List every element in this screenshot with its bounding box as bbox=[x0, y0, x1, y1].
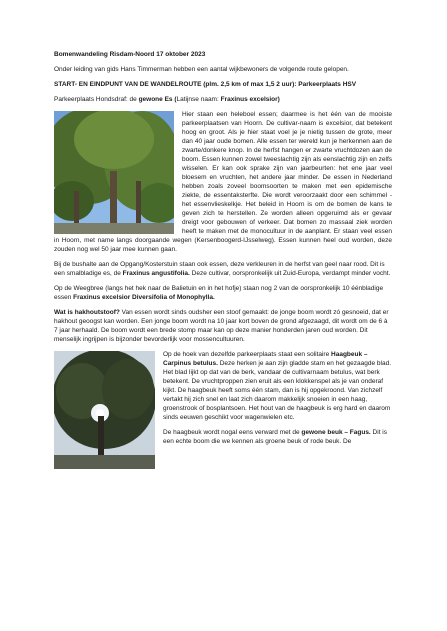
document-title: Bomenwandeling Risdam-Noord 17 oktober 2023 bbox=[54, 51, 206, 58]
hornbeam-photo bbox=[54, 351, 155, 469]
es-body: Hier staan een heleboel essen; daarmee is het één van de mooiste parkeerplaatsen van Hoorn. De cultivar-naam is excelsior, dat betekent hoog en groot. Als je hier staat voel je je nietig tussen de grote, meer dan 40 jaar oude bomen. Alle essen ter wereld kun je herkennen aan de zwarte/donkere knop. In de herfst hangen er zwarte vruchtdozen aan de boom. Essen kunnen zowel tweeslachtig zijn als eenslachtig zijn en zelfs wisselen. Er kan ook sprake zijn van jaarbeurten: het ene jaar veel bloesem en vruchten, het andere jaar minder. De essen in Nederland hebben zoals zoveel boomsoorten te maken met een epidemische ziekte, de essentaksterfte. Die wordt veroorzaakt door een schimmel - het essenvlieskelkje. Het beleid in Hoorn is om de bomen de kans te geven zich te herstellen. Ze worden alleen opgeruimd als er gevaar dreigt voor gebouwen of verkeer. Dat bomen zo massaal ziek worden heeft te maken met de monocultuur in de aanplant. Er staan veel essen in Hoorn, met name langs doorgaande wegen (Kersenboogerd-IJsselweg). Essen kunnen heel oud worden, deze zouden nog wel 50 jaar mee kunnen gaan. bbox=[54, 111, 392, 253]
haagbeuk-section bbox=[54, 350, 392, 422]
beuk-paragraph: De haagbeuk wordt nogal eens verward met de gewone beuk – Fagus. Dit is een echte boom die we kennen als groene beuk of rode beuk. De bbox=[163, 429, 387, 445]
es-heading: Parkeerplaats Hondsdraf: de gewone Es (Latijnse naam: Fraxinus excelsior) bbox=[54, 96, 280, 103]
eenbladige-es-paragraph: Op de Weegbree (langs het hek naar de Balietuin en in het hofje) staan nog 2 van de oorspronkelijk 10 éénbladige essen Fraxinus excelsior Diversifolia of Monophylla. bbox=[54, 285, 384, 301]
es-section bbox=[54, 110, 392, 254]
intro-paragraph: Onder leiding van gids Hans Timmerman hebben een aantal wijkbewoners de volgende route gelopen. bbox=[54, 66, 349, 73]
hakhout-paragraph: Wat is hakhoutstoof? Van essen wordt sinds oudsher een stoof gemaakt: de jonge boom wordt zó gesnoeid, dat er hakhout geoogst kan worden. Een jonge boom wordt na 10 jaar kort boven de grond afgezaagd, dit wordt om de 6 à 7 jaar herhaald. De boom wordt een brede stomp maar kan op deze manier honderden jaren oud worden. Dit menselijk ingrijpen is bijzonder bevorderlijk voor mossencultuuren. bbox=[54, 309, 389, 343]
ash-trees-photo bbox=[54, 111, 174, 234]
route-heading: START- EN EINDPUNT VAN DE WANDELROUTE (plm. 2,5 km of max 1,5 2 uur): Parkeerplaats HSV bbox=[54, 81, 357, 88]
smalbladige-es-paragraph: Bij de bushalte aan de Opgang/Kosterstuin staan ook essen, deze verkleuren in de herfst van geel naar rood. Dit is een smalbladige es, de Fraxinus angustifolia. Deze cultivar, oorspronkelijk uit Zuid-Europa, verdampt minder vocht. bbox=[54, 261, 391, 277]
document-body bbox=[54, 50, 392, 471]
haagbeuk-body: Op de hoek van dezelfde parkeerplaats staat een solitaire Haagbeuk – Carpinus betulus. Deze herken je aan zijn gladde stam en het gezaagde blad. Het blad lijkt op dat van de berk, vandaar de cultivarnaam betulus, wat berk betekent. De vruchtproppen zien eruit als een klokkenspel als je van onderaf kijkt. De haagbeuk heeft soms één stam, dan is hij opgekroond. Van zichzelf vertakt hij zich snel en laat zich daarom makkelijk snoeien in een haag, groenstrook of bosplantsoen. Het hout van de haagbeuk is erg hard en daarom sinds eeuwen geschikt voor wagenwielen etc. bbox=[163, 351, 391, 421]
